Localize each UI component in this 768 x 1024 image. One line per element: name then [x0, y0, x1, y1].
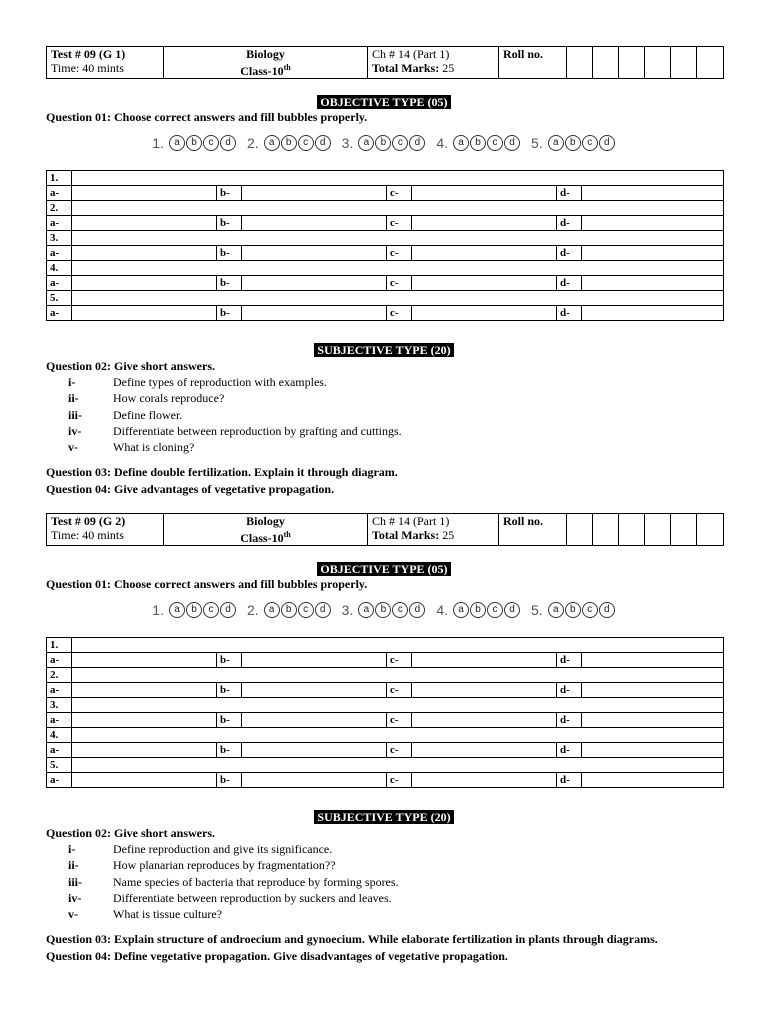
option-cell[interactable]	[582, 683, 724, 698]
objective-banner: OBJECTIVE TYPE (05)	[317, 562, 450, 576]
answer-bubble[interactable]: c	[392, 602, 408, 618]
answer-bubble[interactable]: a	[169, 135, 185, 151]
bubble-question	[247, 602, 332, 618]
bubble-number: 2.	[246, 602, 259, 618]
option-label: b-	[217, 773, 242, 788]
option-label: b-	[217, 743, 242, 758]
roll-cell	[499, 514, 567, 546]
short-question-text: Differentiate between reproduction by grafting and cuttings.	[113, 423, 402, 438]
short-question	[46, 906, 399, 922]
bubble-sheet	[0, 135, 768, 151]
short-question	[46, 407, 402, 423]
option-label: d-	[557, 246, 582, 261]
test-header	[46, 46, 723, 79]
roll-box[interactable]	[567, 514, 593, 546]
roll-box[interactable]	[697, 514, 724, 546]
answer-bubble[interactable]: a	[169, 602, 185, 618]
statement-cell[interactable]	[72, 728, 724, 743]
option-cell[interactable]	[242, 186, 387, 201]
test-header	[46, 513, 723, 546]
option-cell[interactable]	[72, 306, 217, 321]
short-question-number: v-	[68, 907, 78, 922]
option-cell[interactable]	[72, 713, 217, 728]
statement-cell[interactable]	[72, 231, 724, 246]
question-01: Question 01: Choose correct answers and fill bubbles properly.	[46, 577, 368, 591]
bubble-number: 4.	[436, 602, 449, 618]
answer-options-row	[47, 216, 724, 231]
short-question-number: v-	[68, 440, 78, 455]
option-label: c-	[387, 216, 412, 231]
option-cell[interactable]	[412, 306, 557, 321]
answer-options-row	[47, 306, 724, 321]
answer-bubble[interactable]: a	[264, 135, 280, 151]
answer-options-row	[47, 773, 724, 788]
bubble-sheet	[0, 602, 768, 618]
answer-bubble[interactable]: a	[548, 602, 564, 618]
option-cell[interactable]	[242, 743, 387, 758]
class-sup: th	[283, 530, 291, 539]
total-marks-label: Total Marks:	[372, 61, 440, 75]
subject-label: Biology	[246, 47, 285, 61]
option-label: b-	[217, 683, 242, 698]
bubble-number: 5.	[531, 602, 543, 618]
statement-cell[interactable]	[72, 291, 724, 306]
statement-cell[interactable]	[72, 201, 724, 216]
option-label: a-	[47, 683, 72, 698]
answer-number-row	[47, 201, 724, 216]
option-cell[interactable]	[72, 216, 217, 231]
question-02: Question 02: Give short answers.	[46, 359, 215, 373]
bubble-question	[342, 135, 427, 151]
answer-bubble[interactable]: d	[315, 135, 331, 151]
subjective-banner-wrap	[0, 810, 768, 825]
answer-bubble[interactable]: c	[298, 135, 314, 151]
option-cell[interactable]	[582, 216, 724, 231]
option-cell[interactable]	[582, 246, 724, 261]
class-label: Class-10	[240, 64, 284, 78]
option-cell[interactable]	[242, 683, 387, 698]
answer-options-row	[47, 683, 724, 698]
answer-bubble[interactable]: a	[453, 135, 469, 151]
option-label: d-	[557, 713, 582, 728]
answer-bubble[interactable]: b	[470, 135, 486, 151]
option-cell[interactable]	[412, 653, 557, 668]
option-cell[interactable]	[72, 246, 217, 261]
objective-banner: OBJECTIVE TYPE (05)	[317, 95, 450, 109]
question-03: Question 03: Define double fertilization. Explain it through diagram.	[46, 465, 398, 479]
short-question-text: Define reproduction and give its significance.	[113, 842, 333, 856]
roll-box[interactable]	[567, 47, 593, 79]
answer-bubble[interactable]: d	[409, 135, 425, 151]
answer-number: 1.	[47, 171, 72, 186]
answer-number-row	[47, 698, 724, 713]
short-question	[46, 857, 399, 873]
short-question-text: Differentiate between reproduction by suckers and leaves.	[113, 890, 392, 905]
option-cell[interactable]	[582, 276, 724, 291]
answer-bubble[interactable]: b	[375, 602, 391, 618]
option-cell[interactable]	[242, 653, 387, 668]
option-label: b-	[217, 186, 242, 201]
roll-label: Roll no.	[503, 514, 544, 528]
class-sup: th	[283, 63, 291, 72]
answer-bubble[interactable]: b	[281, 135, 297, 151]
answer-bubble[interactable]: b	[375, 135, 391, 151]
total-marks-value: 25	[439, 61, 455, 75]
short-question-number: iii-	[68, 874, 82, 889]
roll-box[interactable]	[619, 514, 645, 546]
answer-bubble[interactable]: c	[298, 602, 314, 618]
answer-number: 5.	[47, 758, 72, 773]
option-cell[interactable]	[582, 306, 724, 321]
option-label: a-	[47, 216, 72, 231]
option-label: b-	[217, 713, 242, 728]
answer-bubble[interactable]: a	[358, 602, 374, 618]
answer-bubble[interactable]: a	[548, 135, 564, 151]
statement-cell[interactable]	[72, 698, 724, 713]
answer-number: 4.	[47, 728, 72, 743]
short-question	[46, 423, 402, 439]
option-label: c-	[387, 186, 412, 201]
time-label: Time: 40 mints	[51, 61, 124, 75]
total-marks-value: 25	[439, 528, 455, 542]
question-02: Question 02: Give short answers.	[46, 826, 215, 840]
option-cell[interactable]	[412, 743, 557, 758]
short-question-text: What is cloning?	[113, 440, 195, 455]
answer-bubble[interactable]: b	[565, 135, 581, 151]
option-cell[interactable]	[412, 713, 557, 728]
statement-cell[interactable]	[72, 668, 724, 683]
bubble-question	[531, 135, 616, 151]
option-label: a-	[47, 306, 72, 321]
option-cell[interactable]	[582, 773, 724, 788]
answer-bubble[interactable]: d	[504, 602, 520, 618]
option-cell[interactable]	[412, 186, 557, 201]
answer-options-row	[47, 743, 724, 758]
test-label: Test # 09 (G 2)	[51, 514, 126, 528]
option-label: b-	[217, 306, 242, 321]
short-question-number: iv-	[68, 890, 82, 905]
option-label: a-	[47, 773, 72, 788]
option-label: d-	[557, 306, 582, 321]
roll-box[interactable]	[593, 47, 619, 79]
answer-number-row	[47, 668, 724, 683]
class-label: Class-10	[240, 531, 284, 545]
bubble-question	[436, 135, 521, 151]
option-label: b-	[217, 216, 242, 231]
option-cell[interactable]	[72, 653, 217, 668]
subject-cell	[164, 47, 368, 79]
option-cell[interactable]	[72, 743, 217, 758]
answer-bubble[interactable]: a	[453, 602, 469, 618]
chapter-cell	[368, 514, 499, 546]
short-question-text: Define flower.	[113, 407, 183, 422]
option-label: d-	[557, 743, 582, 758]
bubble-question	[342, 602, 427, 618]
option-cell[interactable]	[242, 713, 387, 728]
answer-options-row	[47, 713, 724, 728]
answer-number: 3.	[47, 698, 72, 713]
bubble-question	[152, 602, 237, 618]
short-question-list	[46, 841, 399, 922]
short-question-list	[46, 374, 402, 455]
answer-options-row	[47, 186, 724, 201]
answer-number: 2.	[47, 668, 72, 683]
test-info-cell	[47, 47, 164, 79]
option-label: d-	[557, 276, 582, 291]
question-04: Question 04: Define vegetative propagation. Give disadvantages of vegetative propagation.	[46, 949, 508, 963]
short-question-number: ii-	[68, 858, 79, 873]
answer-bubble[interactable]: d	[220, 135, 236, 151]
answer-bubble[interactable]: c	[392, 135, 408, 151]
answer-bubble[interactable]: c	[203, 135, 219, 151]
option-cell[interactable]	[72, 186, 217, 201]
option-cell[interactable]	[412, 276, 557, 291]
question-03: Question 03: Explain structure of androecium and gynoecium. While elaborate fertilization in plants through diagrams.	[46, 932, 658, 946]
option-label: a-	[47, 246, 72, 261]
option-cell[interactable]	[582, 713, 724, 728]
answer-bubble[interactable]: c	[582, 602, 598, 618]
short-question	[46, 390, 402, 406]
question-04: Question 04: Give advantages of vegetative propagation.	[46, 482, 335, 496]
answer-bubble[interactable]: b	[470, 602, 486, 618]
option-cell[interactable]	[582, 186, 724, 201]
bubble-number: 4.	[436, 135, 449, 151]
roll-box[interactable]	[593, 514, 619, 546]
answer-bubble[interactable]: d	[599, 135, 615, 151]
answer-bubble[interactable]: b	[186, 135, 202, 151]
short-question-number: iii-	[68, 407, 82, 422]
option-label: a-	[47, 713, 72, 728]
answer-number-row	[47, 758, 724, 773]
option-cell[interactable]	[412, 773, 557, 788]
bubble-question	[247, 135, 332, 151]
short-question-text: How corals reproduce?	[113, 391, 225, 406]
answer-number: 4.	[47, 261, 72, 276]
answer-table	[46, 637, 723, 788]
roll-box[interactable]	[697, 47, 724, 79]
short-question-text: Name species of bacteria that reproduce by forming spores.	[113, 874, 399, 889]
option-label: c-	[387, 713, 412, 728]
objective-banner-wrap	[0, 95, 768, 110]
option-cell[interactable]	[412, 246, 557, 261]
answer-number-row	[47, 231, 724, 246]
answer-bubble[interactable]: d	[504, 135, 520, 151]
answer-options-row	[47, 246, 724, 261]
option-label: a-	[47, 653, 72, 668]
answer-bubble[interactable]: c	[487, 135, 503, 151]
bubble-question	[152, 135, 237, 151]
option-label: c-	[387, 743, 412, 758]
option-label: c-	[387, 773, 412, 788]
answer-number: 2.	[47, 201, 72, 216]
statement-cell[interactable]	[72, 638, 724, 653]
statement-cell[interactable]	[72, 261, 724, 276]
subjective-banner: SUBJECTIVE TYPE (20)	[314, 343, 453, 357]
answer-number-row	[47, 261, 724, 276]
bubble-number: 2.	[246, 135, 259, 151]
answer-bubble[interactable]: d	[599, 602, 615, 618]
objective-banner-wrap	[0, 562, 768, 577]
option-label: c-	[387, 306, 412, 321]
short-question	[46, 374, 402, 390]
option-label: c-	[387, 683, 412, 698]
answer-number: 3.	[47, 231, 72, 246]
bubble-question	[531, 602, 616, 618]
bubble-question	[436, 602, 521, 618]
chapter-label: Ch # 14 (Part 1)	[372, 47, 450, 61]
option-cell[interactable]	[242, 246, 387, 261]
answer-bubble[interactable]: b	[565, 602, 581, 618]
time-label: Time: 40 mints	[51, 528, 124, 542]
option-label: d-	[557, 186, 582, 201]
answer-bubble[interactable]: d	[220, 602, 236, 618]
option-label: d-	[557, 653, 582, 668]
test-info-cell	[47, 514, 164, 546]
option-cell[interactable]	[242, 306, 387, 321]
subjective-banner-wrap	[0, 343, 768, 358]
short-question-text: What is tissue culture?	[113, 907, 222, 922]
option-label: b-	[217, 276, 242, 291]
option-cell[interactable]	[72, 773, 217, 788]
option-cell[interactable]	[242, 216, 387, 231]
short-question	[46, 890, 399, 906]
option-cell[interactable]	[72, 276, 217, 291]
answer-bubble[interactable]: c	[487, 602, 503, 618]
option-cell[interactable]	[412, 683, 557, 698]
roll-box[interactable]	[619, 47, 645, 79]
option-label: d-	[557, 683, 582, 698]
option-label: a-	[47, 276, 72, 291]
answer-bubble[interactable]: d	[315, 602, 331, 618]
option-label: a-	[47, 743, 72, 758]
option-label: a-	[47, 186, 72, 201]
option-label: c-	[387, 653, 412, 668]
test-label: Test # 09 (G 1)	[51, 47, 126, 61]
answer-number-row	[47, 728, 724, 743]
option-label: c-	[387, 246, 412, 261]
roll-box[interactable]	[671, 47, 697, 79]
roll-label: Roll no.	[503, 47, 544, 61]
short-question-text: How planarian reproduces by fragmentation??	[113, 858, 336, 873]
option-cell[interactable]	[412, 216, 557, 231]
short-question-number: i-	[68, 375, 76, 389]
option-cell[interactable]	[242, 773, 387, 788]
short-question	[46, 439, 402, 455]
answer-number-row	[47, 291, 724, 306]
short-question-number: ii-	[68, 391, 79, 406]
answer-bubble[interactable]: b	[186, 602, 202, 618]
answer-bubble[interactable]: a	[264, 602, 280, 618]
option-label: b-	[217, 653, 242, 668]
short-question	[46, 874, 399, 890]
total-marks-label: Total Marks:	[372, 528, 440, 542]
short-question-number: i-	[68, 842, 76, 856]
option-label: b-	[217, 246, 242, 261]
answer-options-row	[47, 653, 724, 668]
roll-box[interactable]	[645, 514, 671, 546]
short-question-number: iv-	[68, 423, 82, 438]
answer-number-row	[47, 171, 724, 186]
short-question-text: Define types of reproduction with examples.	[113, 375, 327, 389]
chapter-label: Ch # 14 (Part 1)	[372, 514, 450, 528]
roll-cell	[499, 47, 567, 79]
bubble-number: 1.	[152, 602, 164, 618]
subjective-banner: SUBJECTIVE TYPE (20)	[314, 810, 453, 824]
answer-options-row	[47, 276, 724, 291]
option-cell[interactable]	[582, 743, 724, 758]
answer-bubble[interactable]: c	[582, 135, 598, 151]
answer-bubble[interactable]: b	[281, 602, 297, 618]
chapter-cell	[368, 47, 499, 79]
roll-box[interactable]	[671, 514, 697, 546]
answer-bubble[interactable]: a	[358, 135, 374, 151]
statement-cell[interactable]	[72, 758, 724, 773]
statement-cell[interactable]	[72, 171, 724, 186]
option-label: d-	[557, 216, 582, 231]
bubble-number: 3.	[341, 602, 354, 618]
answer-number: 1.	[47, 638, 72, 653]
answer-bubble[interactable]: c	[203, 602, 219, 618]
answer-table	[46, 170, 723, 321]
option-cell[interactable]	[72, 683, 217, 698]
subject-label: Biology	[246, 514, 285, 528]
subject-cell	[164, 514, 368, 546]
option-cell[interactable]	[242, 276, 387, 291]
option-label: c-	[387, 276, 412, 291]
answer-number: 5.	[47, 291, 72, 306]
bubble-number: 3.	[341, 135, 354, 151]
roll-box[interactable]	[645, 47, 671, 79]
short-question	[46, 841, 399, 857]
option-cell[interactable]	[582, 653, 724, 668]
bubble-number: 1.	[152, 135, 164, 151]
answer-number-row	[47, 638, 724, 653]
option-label: d-	[557, 773, 582, 788]
bubble-number: 5.	[531, 135, 543, 151]
question-01: Question 01: Choose correct answers and fill bubbles properly.	[46, 110, 368, 124]
answer-bubble[interactable]: d	[409, 602, 425, 618]
